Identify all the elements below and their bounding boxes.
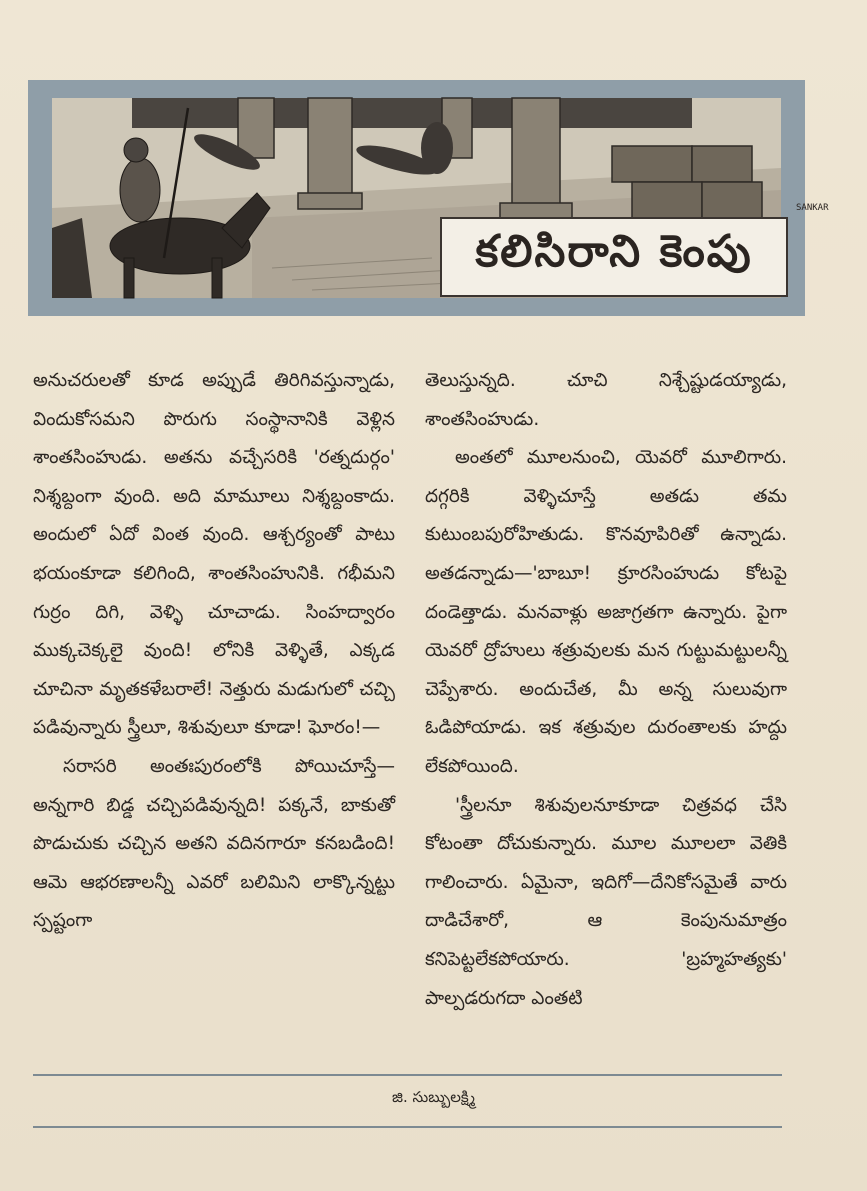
author-name: జి. సుబ్బులక్ష్మి (392, 1088, 475, 1106)
story-banner (28, 80, 829, 316)
story-title: కలిసిరాని కెంపు (440, 217, 788, 297)
right-text-column (425, 362, 787, 1018)
right-paragraph-1: తెలుస్తున్నది. చూచి నిశ్చేష్టుడయ్యాడు, శాంతసింహుడు. (425, 370, 787, 430)
artist-signature: SANKAR (796, 203, 829, 213)
left-text-column (33, 362, 395, 941)
right-paragraph-3: 'స్త్రీలనూ శిశువులనూకూడా చిత్రవధ చేసి కోటంతా దోచుకున్నారు. మూల మూలలా వెతికి గాలించారు. ఏమైనా, ఇదిగో—దేనికోసమైతే వారు దాడిచేశారో, ఆ కెంపునుమాత్రం కనిపెట్టలేకపోయారు. 'బ్రహ్మహత్యకు' పాల్పడరుగదా ఎంతటి (425, 794, 787, 1009)
left-paragraph-2: సరాసరి అంతఃపురంలోకి పోయిచూస్తే— అన్నగారి బిడ్డ చచ్చిపడివున్నది! పక్కనే, బాకుతో పొడుచుకు చచ్చిన అతని వదినగారూ కనబడింది! ఆమె ఆభరణాలన్నీ ఎవరో బలిమిని లాక్కొన్నట్టు స్పష్టంగా (33, 755, 395, 932)
banner-illustration (52, 98, 829, 298)
left-paragraph-1: అనుచరులతో కూడ అప్పుడే తిరిగివస్తున్నాడు, విందుకోసమని పొరుగు సంస్థానానికి వెళ్లిన శాంతసింహుడు. అతను వచ్చేసరికి 'రత్నదుర్గం' నిశ్శబ్దంగా వుంది. అది మామూలు నిశ్శబ్దంకాదు. అందులో ఏదో వింత వుంది. ఆశ్చర్యంతో పాటు భయంకూడా కలిగింది, శాంతసింహునికి. గభీమని గుర్రం దిగి, వెళ్ళి చూచాడు. సింహద్వారం ముక్కచెక్కలై వుంది! లోనికి వెళ్ళితే, ఎక్కడ చూచినా మృతకళేబరాలే! నెత్తురు మడుగులో చచ్చి పడివున్నారు స్త్రీలూ, శిశువులూ కూడా! ఘోరం!— (33, 370, 395, 739)
footer-top-rule (33, 1074, 782, 1076)
right-paragraph-2: అంతలో మూలనుంచి, యెవరో మూలిగారు. దగ్గరికి వెళ్ళిచూస్తే అతడు తమ కుటుంబపురోహితుడు. కొనవూపిరితో ఉన్నాడు. అతడన్నాడు—'బాబూ! క్రూరసింహుడు కోటపై దండెత్తాడు. మనవాళ్లు అజాగ్రతగా ఉన్నారు. పైగా యెవరో ద్రోహులు శత్రువులకు మన గుట్టుమట్టులన్నీ చెప్పేశారు. అందుచేత, మీ అన్న సులువుగా ఓడిపోయాడు. ఇక శత్రువుల దురంతాలకు హద్దు లేకపోయింది. (425, 447, 787, 777)
footer-bottom-rule (33, 1126, 782, 1128)
